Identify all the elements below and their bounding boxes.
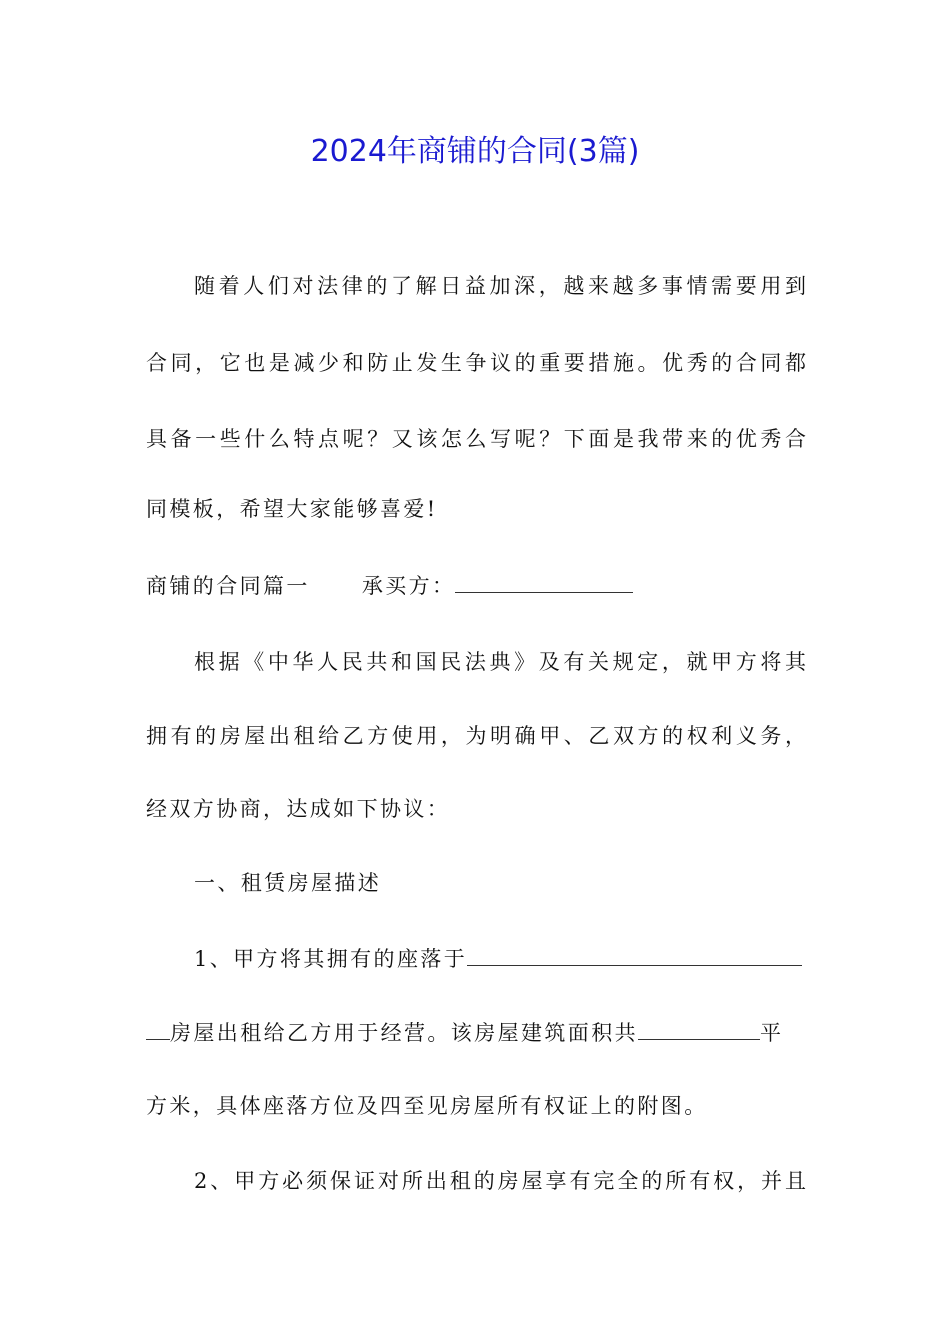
item1-line-1 [146, 942, 806, 976]
location-blank [467, 943, 802, 966]
intro-line-1: 随着人们对法律的了解日益加深，越来越多事情需要用到 [194, 274, 806, 298]
item1-start: 1、甲方将其拥有的座落于 [194, 947, 468, 971]
location-blank-continued [146, 1017, 170, 1040]
item1-mid: 房屋出租给乙方用于经营。该房屋建筑面积共 [170, 1021, 638, 1045]
intro-line-3: 具备一些什么特点呢？又该怎么写呢？下面是我带来的优秀合 [146, 427, 806, 451]
item1-line-2 [146, 1016, 806, 1050]
para1-line-3: 经双方协商，达成如下协议： [146, 797, 451, 821]
document-title: 2024年商铺的合同(3篇) [310, 134, 640, 169]
para1-line-1: 根据《中华人民共和国民法典》及有关规定，就甲方将其 [194, 650, 806, 674]
section-heading-line [146, 569, 806, 603]
intro-line-2: 合同，它也是减少和防止发生争议的重要措施。优秀的合同都 [146, 351, 806, 375]
item2-line-1: 2、甲方必须保证对所出租的房屋享有完全的所有权，并且 [194, 1169, 806, 1193]
para1-line-2: 拥有的房屋出租给乙方使用，为明确甲、乙双方的权利义务， [146, 724, 806, 748]
section-heading: 商铺的合同篇一 [146, 574, 310, 598]
item1-unit-start: 平 [760, 1021, 784, 1045]
item-heading: 一、租赁房屋描述 [194, 871, 382, 895]
item1-line-3: 方米，具体座落方位及四至见房屋所有权证上的附图。 [146, 1094, 708, 1118]
area-blank [638, 1017, 760, 1040]
buyer-label: 承买方： [361, 574, 456, 598]
buyer-blank [455, 570, 633, 593]
intro-line-4: 同模板，希望大家能够喜爱! [146, 497, 438, 521]
